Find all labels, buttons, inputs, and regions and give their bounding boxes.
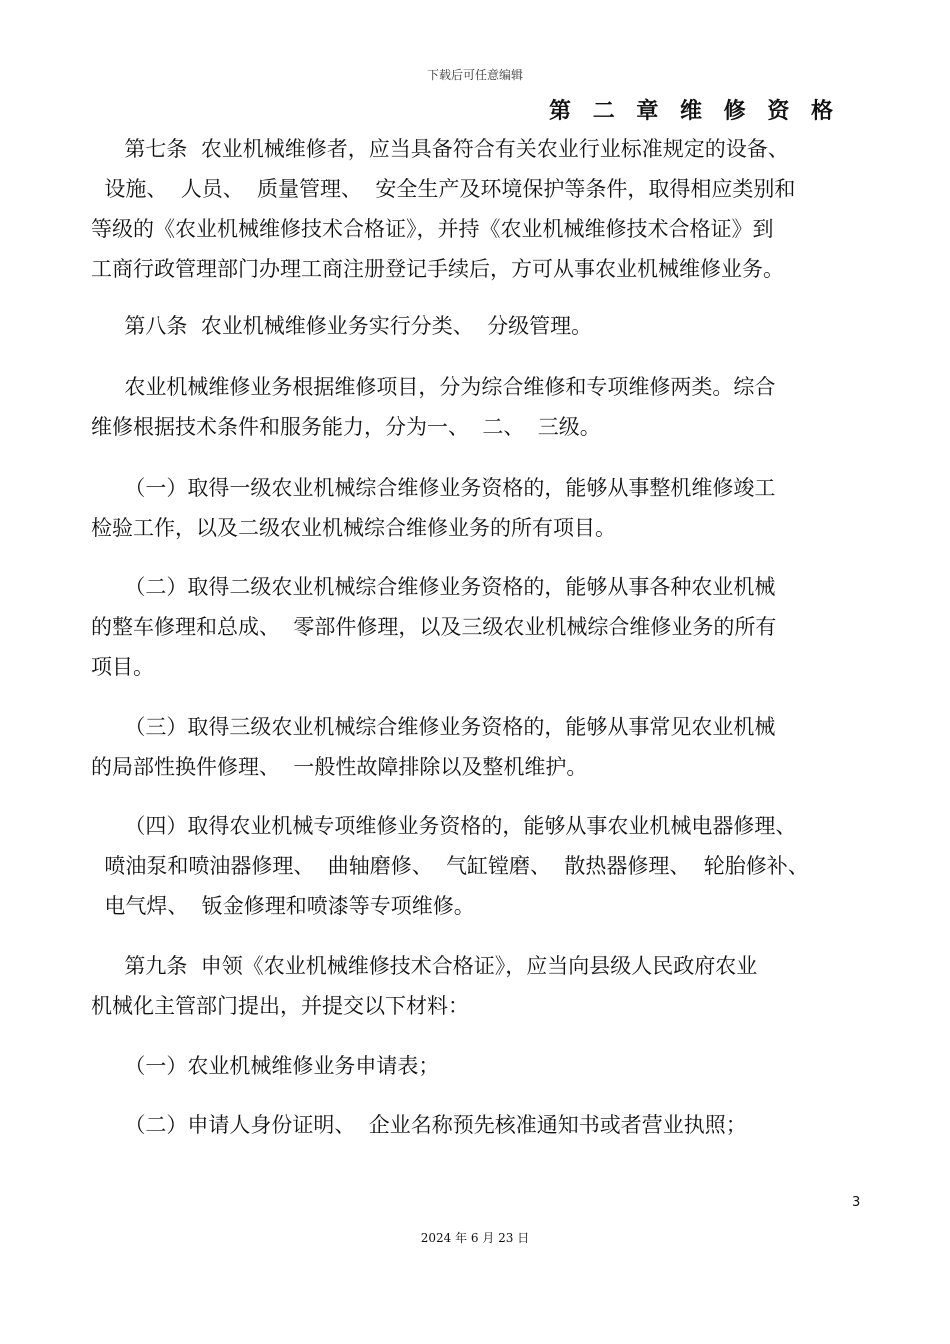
text-line: 工商行政管理部门办理工商注册登记手续后，方可从事农业机械维修业务。: [91, 257, 784, 281]
text-line: 检验工作，以及二级农业机械综合维修业务的所有项目。: [91, 516, 616, 540]
text-line: 第九条 申领《农业机械维修技术合格证》，应当向县级人民政府农业: [91, 954, 758, 978]
text-line: 电气焊、 钣金修理和喷漆等专项维修。: [91, 894, 475, 918]
text-line: （一）取得一级农业机械综合维修业务资格的，能够从事整机维修竣工: [91, 476, 776, 500]
text-line: 第七条 农业机械维修者，应当具备符合有关农业行业标准规定的设备、: [91, 137, 789, 161]
article-7: [91, 129, 871, 289]
text-line: （一）农业机械维修业务申请表；: [91, 1054, 440, 1078]
footer-date: 2024 年 6 月 23 日: [420, 1231, 530, 1245]
chapter-title: 第 二 章 维 修 资 格: [549, 99, 840, 124]
text-line: （三）取得三级农业机械综合维修业务资格的，能够从事常见农业机械: [91, 715, 776, 739]
header-note: 下载后可任意编辑: [426, 68, 523, 82]
text-line: 的整车修理和总成、 零部件修理，以及三级农业机械综合维修业务的所有: [91, 615, 777, 639]
text-line: 的局部性换件修理、 一般性故障排除以及整机维护。: [91, 755, 588, 779]
article-8: [91, 306, 871, 346]
text-line: 维修根据技术条件和服务能力，分为一、 二、 三级。: [91, 415, 601, 439]
text-line: 喷油泵和喷油器修理、 曲轴磨修、 气缸镗磨、 散热器修理、 轮胎修补、: [91, 854, 809, 878]
text-line: （二）取得二级农业机械综合维修业务资格的，能够从事各种农业机械: [91, 575, 776, 599]
item-level-2: [91, 567, 871, 687]
text-line: 等级的《农业机械维修技术合格证》，并持《农业机械维修技术合格证》到: [91, 217, 774, 241]
text-line: （二）申请人身份证明、 企业名称预先核准通知书或者营业执照；: [91, 1113, 747, 1137]
text-line: 设施、 人员、 质量管理、 安全生产及环境保护等条件，取得相应类别和: [91, 177, 796, 201]
article-9: [91, 946, 871, 1026]
text-line: 农业机械维修业务根据维修项目，分为综合维修和专项维修两类。综合: [91, 375, 776, 399]
text-line: 机械化主管部门提出，并提交以下材料：: [91, 994, 469, 1018]
page-number: 3: [852, 1195, 861, 1210]
material-1: [91, 1046, 871, 1086]
item-level-1: [91, 468, 871, 548]
text-line: 第八条 农业机械维修业务实行分类、 分级管理。: [91, 314, 593, 338]
text-line: 项目。: [91, 655, 154, 679]
text-line: （四）取得农业机械专项维修业务资格的，能够从事农业机械电器修理、: [91, 814, 797, 838]
item-level-3: [91, 707, 871, 787]
item-special: [91, 806, 871, 926]
paragraph-classification: [91, 367, 871, 447]
material-2: [91, 1105, 871, 1145]
